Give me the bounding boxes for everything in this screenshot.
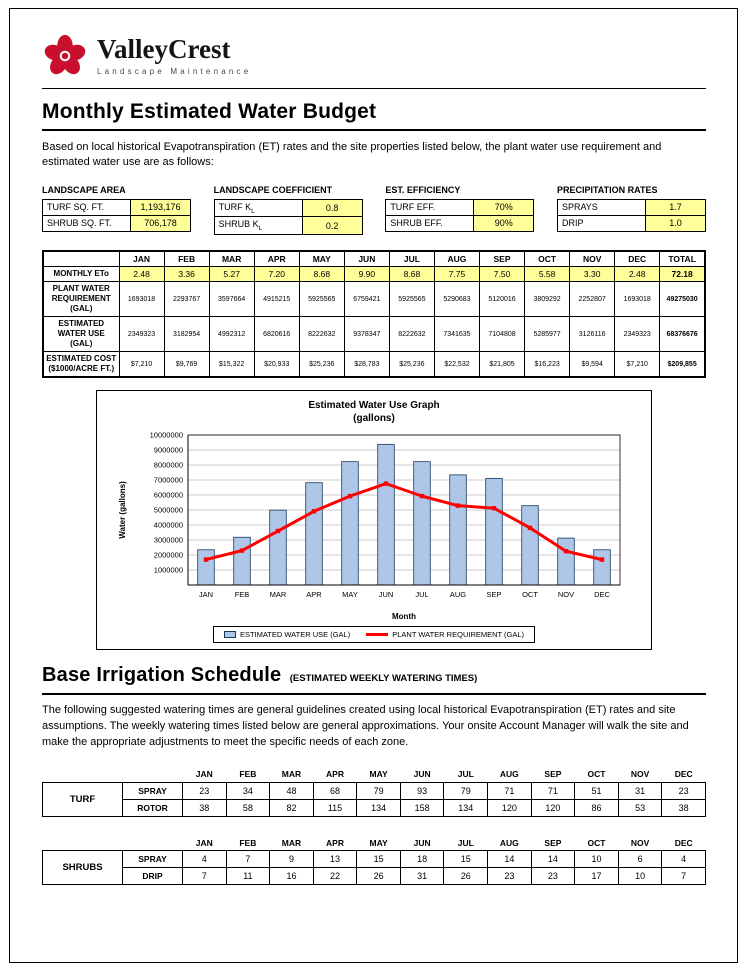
value-cell: $7,210 bbox=[615, 352, 660, 378]
watering-minutes-cell: 38 bbox=[662, 799, 706, 816]
watering-minutes-cell: 58 bbox=[226, 799, 270, 816]
line-marker bbox=[600, 558, 604, 562]
watering-minutes-cell: 134 bbox=[444, 799, 488, 816]
x-tick-label: JUN bbox=[378, 590, 394, 600]
value-cell: 8.68 bbox=[299, 267, 344, 282]
y-tick-label: 10000000 bbox=[149, 430, 183, 440]
month-header: OCT bbox=[587, 837, 606, 848]
line-swatch-icon bbox=[366, 633, 388, 636]
row-label: PLANT WATER REQUIREMENT (GAL) bbox=[43, 282, 119, 317]
value-cell: 3.36 bbox=[164, 267, 209, 282]
watering-minutes-cell: 134 bbox=[357, 799, 401, 816]
schedule-row bbox=[43, 799, 706, 816]
property-label: SHRUB $K_L$ bbox=[214, 217, 302, 235]
value-cell: $15,322 bbox=[209, 352, 254, 378]
watering-minutes-cell: 14 bbox=[531, 851, 575, 868]
value-cell: 2.48 bbox=[119, 267, 164, 282]
line-marker bbox=[564, 549, 568, 553]
water-use-bar bbox=[270, 510, 287, 585]
value-cell: $9,769 bbox=[164, 352, 209, 378]
legend-label: PLANT WATER REQUIREMENT (GAL) bbox=[392, 630, 525, 640]
watering-minutes-cell: 23 bbox=[488, 868, 532, 885]
watering-minutes-cell: 26 bbox=[357, 868, 401, 885]
property-value: 706,178 bbox=[131, 215, 191, 231]
value-cell: 2252807 bbox=[570, 282, 615, 317]
x-tick-label: NOV bbox=[557, 590, 575, 600]
watering-minutes-cell: 4 bbox=[662, 851, 706, 868]
irrigation-type-label: DRIP bbox=[123, 868, 183, 885]
property-label: TURF EFF. bbox=[386, 199, 474, 215]
watering-minutes-cell: 31 bbox=[400, 868, 444, 885]
property-label: SPRAYS bbox=[557, 199, 645, 215]
irrigation-intro: The following suggested watering times are general guidelines created using local historical Evapotranspiration (ET) rates and site assumptions. The weekly watering times listed below are general approximations. Your onsite Account Manager will walk the site and make the appropriate adjustments to meet the specific needs of each zone. bbox=[42, 704, 689, 749]
watering-minutes-cell: 10 bbox=[618, 868, 662, 885]
table-row bbox=[557, 215, 705, 231]
property-table-grid bbox=[214, 199, 363, 236]
zone-label: SHRUBS bbox=[43, 851, 123, 885]
irrigation-schedules bbox=[42, 767, 706, 885]
month-header: OCT bbox=[525, 251, 570, 267]
brand-tagline: Landscape Maintenance bbox=[97, 67, 252, 76]
watering-minutes-cell: 38 bbox=[183, 799, 227, 816]
value-cell: 5285977 bbox=[525, 317, 570, 352]
property-table bbox=[385, 185, 534, 236]
property-value: 0.8 bbox=[302, 199, 362, 217]
watering-minutes-cell: 13 bbox=[313, 851, 357, 868]
watering-minutes-cell: 14 bbox=[488, 851, 532, 868]
month-header: JUN bbox=[413, 769, 431, 780]
x-tick-label: MAY bbox=[342, 590, 358, 600]
y-tick-label: 1000000 bbox=[153, 565, 183, 575]
watering-minutes-cell: 34 bbox=[226, 782, 270, 799]
month-header: DEC bbox=[674, 837, 693, 848]
month-header: MAR bbox=[281, 769, 302, 780]
water-use-bar bbox=[234, 538, 251, 586]
x-tick-label: AUG bbox=[449, 590, 467, 600]
chart-legend bbox=[213, 626, 535, 643]
month-header: JUL bbox=[389, 251, 434, 267]
month-header: JAN bbox=[195, 769, 213, 780]
value-cell: 7.20 bbox=[254, 267, 299, 282]
water-use-bar bbox=[558, 538, 575, 585]
schedule-month-header-row bbox=[43, 767, 706, 782]
x-tick-label: MAR bbox=[269, 590, 287, 600]
watering-minutes-cell: 22 bbox=[313, 868, 357, 885]
value-cell: 9.90 bbox=[344, 267, 389, 282]
month-header: MAR bbox=[209, 251, 254, 267]
value-cell: 8.68 bbox=[389, 267, 434, 282]
watering-minutes-cell: 53 bbox=[618, 799, 662, 816]
row-label: MONTHLY ETo bbox=[43, 267, 119, 282]
value-cell: 7341635 bbox=[434, 317, 479, 352]
water-use-bar bbox=[342, 462, 359, 585]
watering-minutes-cell: 31 bbox=[618, 782, 662, 799]
month-header: MAY bbox=[369, 837, 388, 848]
x-tick-label: JAN bbox=[198, 590, 214, 600]
page-title: Monthly Estimated Water Budget bbox=[42, 100, 706, 131]
value-cell: 7.75 bbox=[434, 267, 479, 282]
value-cell: 3.30 bbox=[570, 267, 615, 282]
value-cell: $25,236 bbox=[389, 352, 434, 378]
watering-minutes-cell: 23 bbox=[662, 782, 706, 799]
value-cell: $20,933 bbox=[254, 352, 299, 378]
watering-minutes-cell: 158 bbox=[400, 799, 444, 816]
watering-minutes-cell: 68 bbox=[313, 782, 357, 799]
schedule-month-header-row bbox=[43, 836, 706, 851]
corner-cell bbox=[43, 251, 119, 267]
value-cell: 3182954 bbox=[164, 317, 209, 352]
month-header: SEP bbox=[544, 769, 562, 780]
property-value: 70% bbox=[474, 199, 534, 215]
value-cell: $209,855 bbox=[660, 352, 705, 378]
property-value: 1,193,176 bbox=[131, 199, 191, 215]
value-cell: 4992312 bbox=[209, 317, 254, 352]
month-header: APR bbox=[326, 837, 344, 848]
water-use-bar bbox=[486, 479, 503, 586]
irrigation-subheading: (ESTIMATED WEEKLY WATERING TIMES) bbox=[289, 673, 478, 685]
y-tick-label: 8000000 bbox=[153, 460, 183, 470]
watering-minutes-cell: 7 bbox=[662, 868, 706, 885]
line-marker bbox=[348, 494, 352, 498]
value-cell: 9378347 bbox=[344, 317, 389, 352]
value-cell: 1693018 bbox=[615, 282, 660, 317]
value-cell: 5925565 bbox=[389, 282, 434, 317]
property-table-title: PRECIPITATION RATES bbox=[556, 184, 658, 195]
month-header: MAR bbox=[281, 837, 302, 848]
chart-title: Estimated Water Use Graph bbox=[308, 400, 440, 412]
month-header: DEC bbox=[674, 769, 693, 780]
property-table-title: LANDSCAPE COEFFICIENT bbox=[213, 184, 333, 195]
month-header: NOV bbox=[570, 251, 615, 267]
month-header: FEB bbox=[164, 251, 209, 267]
month-header: MAY bbox=[369, 769, 388, 780]
value-cell: 5925565 bbox=[299, 282, 344, 317]
value-cell: $25,236 bbox=[299, 352, 344, 378]
value-cell: 72.18 bbox=[660, 267, 705, 282]
value-cell: 68376676 bbox=[660, 317, 705, 352]
schedule-row bbox=[43, 851, 706, 868]
month-header: JAN bbox=[119, 251, 164, 267]
value-cell: 2349323 bbox=[119, 317, 164, 352]
month-header: AUG bbox=[499, 837, 519, 848]
month-header: OCT bbox=[587, 769, 606, 780]
x-axis-title: Month bbox=[392, 612, 416, 622]
value-cell: 7104808 bbox=[480, 317, 525, 352]
blank-cell bbox=[123, 836, 183, 851]
line-marker bbox=[528, 526, 532, 530]
property-table bbox=[214, 185, 363, 236]
row-label: ESTIMATED COST ($1000/ACRE FT.) bbox=[43, 352, 119, 378]
line-marker bbox=[240, 549, 244, 553]
value-cell: 2349323 bbox=[615, 317, 660, 352]
watering-minutes-cell: 23 bbox=[183, 782, 227, 799]
x-tick-label: FEB bbox=[234, 590, 250, 600]
y-tick-label: 5000000 bbox=[153, 505, 183, 515]
watering-minutes-cell: 48 bbox=[270, 782, 314, 799]
schedule-row bbox=[43, 868, 706, 885]
water-use-bar bbox=[594, 550, 611, 585]
value-cell: 3809292 bbox=[525, 282, 570, 317]
value-cell: 5120016 bbox=[480, 282, 525, 317]
month-header: FEB bbox=[239, 837, 257, 848]
watering-minutes-cell: 79 bbox=[357, 782, 401, 799]
table-row bbox=[214, 199, 362, 217]
value-cell: $22,532 bbox=[434, 352, 479, 378]
watering-minutes-cell: 120 bbox=[488, 799, 532, 816]
value-cell: $9,594 bbox=[570, 352, 615, 378]
line-marker bbox=[420, 494, 424, 498]
irrigation-table bbox=[42, 767, 706, 817]
month-header: APR bbox=[254, 251, 299, 267]
y-axis-title: Water (gallons) bbox=[118, 481, 127, 540]
y-tick-label: 3000000 bbox=[153, 535, 183, 545]
value-cell: 6820616 bbox=[254, 317, 299, 352]
table-row bbox=[386, 199, 534, 215]
month-header: AUG bbox=[434, 251, 479, 267]
watering-minutes-cell: 26 bbox=[444, 868, 488, 885]
watering-minutes-cell: 86 bbox=[575, 799, 619, 816]
property-label: DRIP bbox=[557, 215, 645, 231]
monthly-row bbox=[43, 282, 705, 317]
irrigation-heading: Base Irrigation Schedule bbox=[42, 664, 282, 687]
value-cell: 5.27 bbox=[209, 267, 254, 282]
watering-minutes-cell: 115 bbox=[313, 799, 357, 816]
monthly-row bbox=[43, 352, 705, 378]
water-use-bar bbox=[450, 475, 467, 585]
blank-cell bbox=[123, 767, 183, 782]
line-marker bbox=[456, 504, 460, 508]
watering-minutes-cell: 7 bbox=[226, 851, 270, 868]
watering-minutes-cell: 7 bbox=[183, 868, 227, 885]
watering-minutes-cell: 82 bbox=[270, 799, 314, 816]
property-value: 90% bbox=[474, 215, 534, 231]
line-marker bbox=[492, 506, 496, 510]
line-marker bbox=[204, 558, 208, 562]
value-cell: $16,223 bbox=[525, 352, 570, 378]
month-header: NOV bbox=[630, 837, 650, 848]
value-cell: $28,783 bbox=[344, 352, 389, 378]
watering-minutes-cell: 71 bbox=[531, 782, 575, 799]
intro-paragraph: Based on local historical Evapotranspiration (ET) rates and the site properties listed below, the plant water use requirement and estimated water use are as follows: bbox=[42, 141, 662, 168]
site-properties-row bbox=[42, 185, 706, 236]
watering-minutes-cell: 6 bbox=[618, 851, 662, 868]
property-table-title: LANDSCAPE AREA bbox=[42, 184, 126, 195]
watering-minutes-cell: 15 bbox=[444, 851, 488, 868]
irrigation-table bbox=[42, 836, 706, 886]
value-cell: $21,805 bbox=[480, 352, 525, 378]
property-label: TURF $K_L$ bbox=[214, 199, 302, 217]
month-header: FEB bbox=[239, 769, 257, 780]
watering-minutes-cell: 4 bbox=[183, 851, 227, 868]
table-row bbox=[386, 215, 534, 231]
value-cell: 8222632 bbox=[299, 317, 344, 352]
value-cell: 3126116 bbox=[570, 317, 615, 352]
watering-minutes-cell: 71 bbox=[488, 782, 532, 799]
month-header: NOV bbox=[630, 769, 650, 780]
blank-cell bbox=[43, 836, 123, 851]
valleycrest-flower-icon bbox=[42, 33, 88, 79]
header-divider bbox=[42, 88, 706, 89]
watering-minutes-cell: 23 bbox=[531, 868, 575, 885]
monthly-row bbox=[43, 317, 705, 352]
property-table-grid bbox=[385, 199, 534, 232]
month-header: JUN bbox=[413, 837, 431, 848]
y-tick-label: 7000000 bbox=[153, 475, 183, 485]
y-tick-label: 2000000 bbox=[153, 550, 183, 560]
month-header: MAY bbox=[299, 251, 344, 267]
value-cell: 2293767 bbox=[164, 282, 209, 317]
property-label: SHRUB EFF. bbox=[386, 215, 474, 231]
irrigation-type-label: ROTOR bbox=[123, 799, 183, 816]
property-table-grid bbox=[42, 199, 191, 232]
irrigation-heading-row bbox=[42, 664, 706, 687]
line-marker bbox=[312, 509, 316, 513]
brand-name: ValleyCrest bbox=[97, 34, 231, 64]
property-table bbox=[557, 185, 706, 236]
property-label: TURF SQ. FT. bbox=[43, 199, 131, 215]
line-marker bbox=[384, 482, 388, 486]
month-header: SEP bbox=[480, 251, 525, 267]
property-value: 1.0 bbox=[645, 215, 705, 231]
water-use-bar bbox=[522, 506, 539, 585]
property-table-grid bbox=[557, 199, 706, 232]
water-use-bar bbox=[198, 550, 215, 585]
watering-minutes-cell: 79 bbox=[444, 782, 488, 799]
x-tick-label: DEC bbox=[594, 590, 610, 600]
value-cell: 49275030 bbox=[660, 282, 705, 317]
watering-minutes-cell: 18 bbox=[400, 851, 444, 868]
x-tick-label: APR bbox=[306, 590, 322, 600]
value-cell: 4915215 bbox=[254, 282, 299, 317]
irrigation-divider bbox=[42, 693, 706, 695]
value-cell: 2.48 bbox=[615, 267, 660, 282]
watering-minutes-cell: 120 bbox=[531, 799, 575, 816]
total-header: TOTAL bbox=[660, 251, 705, 267]
month-header: SEP bbox=[544, 837, 562, 848]
month-header: JUL bbox=[457, 769, 474, 780]
value-cell: 1693018 bbox=[119, 282, 164, 317]
water-use-bar bbox=[306, 483, 323, 585]
month-header: AUG bbox=[499, 769, 519, 780]
chart-subtitle: (gallons) bbox=[353, 413, 395, 425]
y-tick-label: 6000000 bbox=[153, 490, 183, 500]
legend-item bbox=[366, 630, 524, 639]
row-label: ESTIMATED WATER USE (GAL) bbox=[43, 317, 119, 352]
month-header: JUN bbox=[344, 251, 389, 267]
value-cell: 8222632 bbox=[389, 317, 434, 352]
value-cell: 5290683 bbox=[434, 282, 479, 317]
value-cell: $7,210 bbox=[119, 352, 164, 378]
property-table bbox=[42, 185, 191, 236]
table-row bbox=[214, 217, 362, 235]
property-value: 1.7 bbox=[645, 199, 705, 215]
watering-minutes-cell: 17 bbox=[575, 868, 619, 885]
property-value: 0.2 bbox=[302, 217, 362, 235]
value-cell: 7.50 bbox=[480, 267, 525, 282]
watering-minutes-cell: 15 bbox=[357, 851, 401, 868]
watering-minutes-cell: 16 bbox=[270, 868, 314, 885]
x-tick-label: SEP bbox=[486, 590, 502, 600]
water-use-chart bbox=[96, 390, 652, 650]
month-header: JAN bbox=[195, 837, 213, 848]
table-row bbox=[43, 199, 191, 215]
monthly-budget-table bbox=[42, 250, 706, 378]
watering-minutes-cell: 11 bbox=[226, 868, 270, 885]
table-row bbox=[43, 215, 191, 231]
value-cell: 3597664 bbox=[209, 282, 254, 317]
table-row bbox=[557, 199, 705, 215]
blank-cell bbox=[43, 767, 123, 782]
property-label: SHRUB SQ. FT. bbox=[43, 215, 131, 231]
bar-swatch-icon bbox=[224, 631, 236, 638]
watering-minutes-cell: 9 bbox=[270, 851, 314, 868]
month-header: DEC bbox=[615, 251, 660, 267]
watering-minutes-cell: 51 bbox=[575, 782, 619, 799]
line-marker bbox=[276, 529, 280, 533]
zone-label: TURF bbox=[43, 782, 123, 816]
irrigation-type-label: SPRAY bbox=[123, 851, 183, 868]
irrigation-type-label: SPRAY bbox=[123, 782, 183, 799]
logo-text bbox=[97, 36, 251, 76]
x-tick-label: OCT bbox=[522, 590, 538, 600]
y-tick-label: 4000000 bbox=[153, 520, 183, 530]
water-use-bar bbox=[414, 462, 431, 585]
x-tick-label: JUL bbox=[415, 590, 429, 600]
month-header: APR bbox=[326, 769, 344, 780]
value-cell: 6759421 bbox=[344, 282, 389, 317]
value-cell: 5.58 bbox=[525, 267, 570, 282]
monthly-header-row bbox=[43, 251, 705, 267]
legend-label: ESTIMATED WATER USE (GAL) bbox=[239, 630, 351, 640]
monthly-row bbox=[43, 267, 705, 282]
water-use-bar bbox=[378, 445, 395, 586]
watering-minutes-cell: 93 bbox=[400, 782, 444, 799]
legend-item bbox=[224, 630, 350, 639]
watering-minutes-cell: 10 bbox=[575, 851, 619, 868]
y-tick-label: 9000000 bbox=[153, 445, 183, 455]
chart-canvas bbox=[114, 427, 634, 623]
brand-header bbox=[42, 33, 706, 79]
property-table-title: EST. EFFICIENCY bbox=[385, 184, 461, 195]
month-header: JUL bbox=[457, 837, 474, 848]
schedule-row bbox=[43, 782, 706, 799]
